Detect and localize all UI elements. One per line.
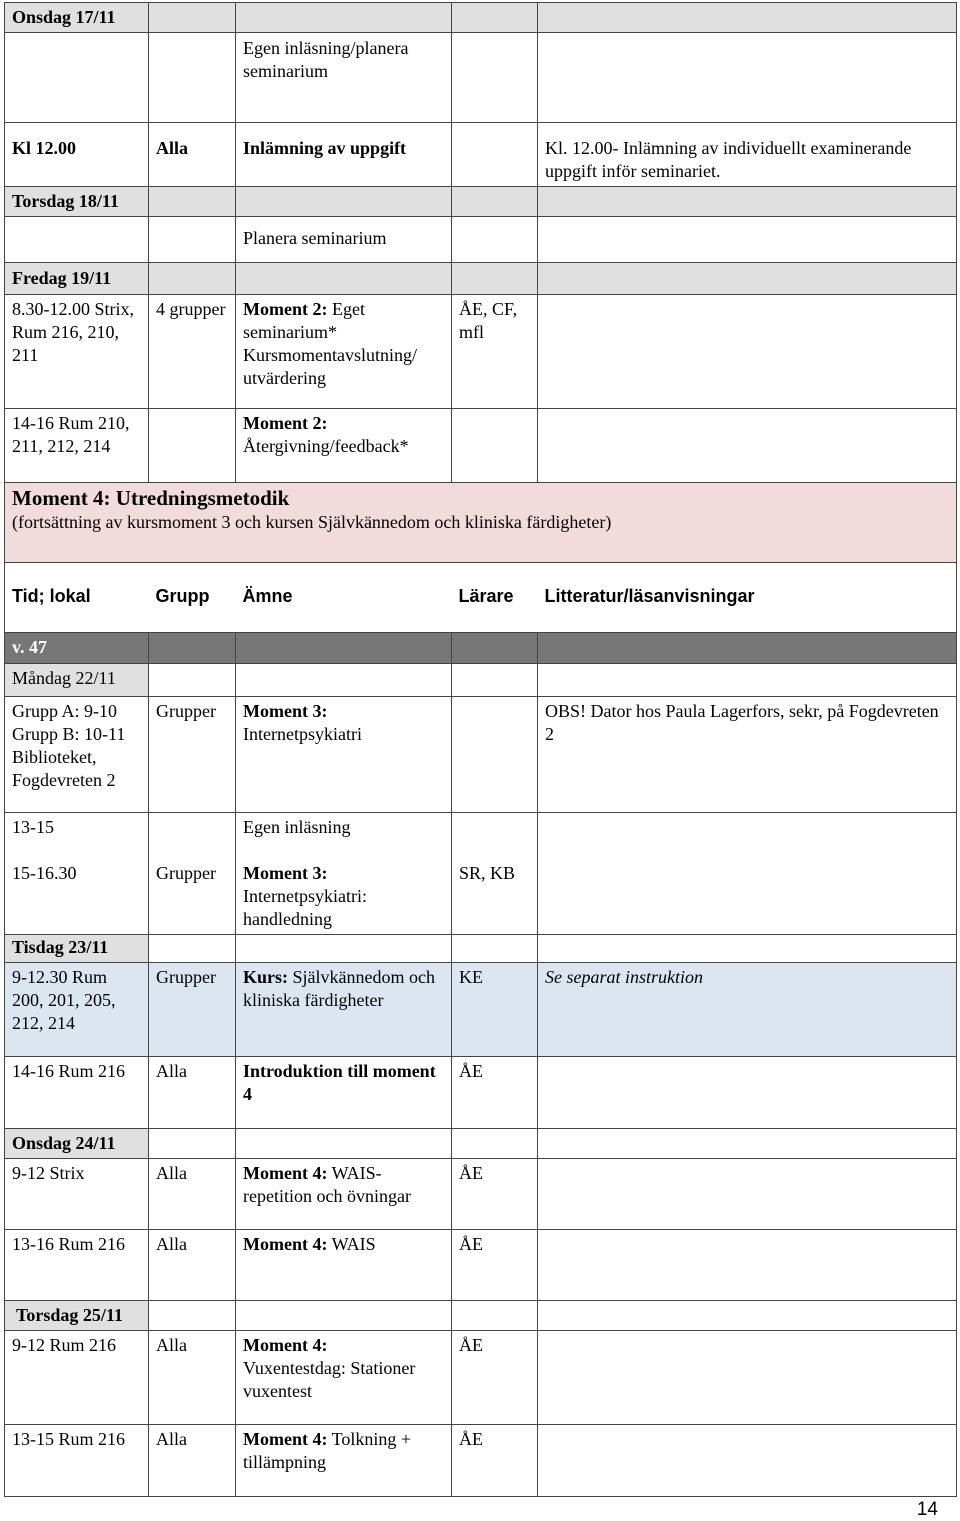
header-literature: Litteratur/läsanvisningar [538,563,957,633]
table-row [5,217,957,263]
table-row [5,1330,957,1424]
time-cell: 9-12 Strix [5,1158,149,1229]
subject-cell: Moment 4: WAIS-repetition och övningar [236,1158,452,1229]
subject-cell: Kurs: Självkännedom och kliniska färdigheter [236,962,452,1056]
group-cell: Grupper [149,962,236,1056]
subject-cell: Egen inläsning/planera seminarium [236,33,452,123]
day-row [5,1300,957,1330]
day-label: Torsdag 25/11 [5,1300,149,1330]
time-cell: 14-16 Rum 216 [5,1056,149,1128]
week-row [5,633,957,664]
subject-cell: Moment 3: Internetpsykiatri [236,697,452,813]
header-teacher: Lärare [452,563,538,633]
time-cell: Grupp A: 9-10 Grupp B: 10-11 Biblioteket, Fogdevreten 2 [5,697,149,813]
time-cell: 14-16 Rum 210, 211, 212, 214 [5,409,149,483]
table-row [5,295,957,409]
table-row [5,33,957,123]
teacher-cell: ÅE, CF, mfl [452,295,538,409]
week-label: v. 47 [5,633,149,664]
moment4-subtitle: (fortsättning av kursmoment 3 och kursen Självkännedom och kliniska färdigheter) [12,512,612,532]
page-number: 14 [916,1499,938,1520]
subject-cell: Planera seminarium [236,217,452,263]
day-row [5,1128,957,1158]
day-row [5,3,957,33]
time-cell: 8.30-12.00 Strix, Rum 216, 210, 211 [5,295,149,409]
subject-cell: Introduktion till moment 4 [236,1056,452,1128]
teacher-cell: ÅE [452,1229,538,1300]
group-cell: Alla [149,1056,236,1128]
day-label: Onsdag 17/11 [5,3,149,33]
table-row [5,1424,957,1496]
group-cell: 4 grupper [149,295,236,409]
day-row [5,187,957,217]
time-cell: 13-15 [5,813,149,859]
section-heading-row [5,483,957,563]
day-row [5,664,957,697]
day-row [5,263,957,295]
subject-cell: Inlämning av uppgift [236,123,452,187]
group-cell: Alla [149,1424,236,1496]
group-cell: Alla [149,1330,236,1424]
subject-cell: Egen inläsning [236,813,452,859]
moment4-heading [5,483,957,563]
schedule-table [4,2,957,1497]
teacher-cell: ÅE [452,1056,538,1128]
table-row [5,409,957,483]
header-group: Grupp [149,563,236,633]
subject-cell: Moment 4: WAIS [236,1229,452,1300]
literature-cell: Kl. 12.00- Inlämning av individuellt examinerande uppgift inför seminariet. [538,123,957,187]
subject-cell: Moment 3: Internetpsykiatri: handledning [236,859,452,935]
day-label: Måndag 22/11 [5,664,149,697]
teacher-cell: SR, KB [452,859,538,935]
table-row [5,697,957,813]
group-cell: Alla [149,1229,236,1300]
teacher-cell: ÅE [452,1330,538,1424]
teacher-cell: ÅE [452,1158,538,1229]
header-subject: Ämne [236,563,452,633]
day-label: Torsdag 18/11 [5,187,149,217]
time-cell: 15-16.30 [5,859,149,935]
moment4-title: Moment 4: Utredningsmetodik [12,486,290,510]
time-cell: 9-12.30 Rum 200, 201, 205, 212, 214 [5,962,149,1056]
group-cell: Grupper [149,859,236,935]
subject-cell: Moment 2: Återgivning/feedback* [236,409,452,483]
table-row [5,962,957,1056]
time-cell: 13-16 Rum 216 [5,1229,149,1300]
day-label: Tisdag 23/11 [5,934,149,962]
time-cell: 13-15 Rum 216 [5,1424,149,1496]
time-cell: 9-12 Rum 216 [5,1330,149,1424]
time-cell: Kl 12.00 [5,123,149,187]
day-label: Onsdag 24/11 [5,1128,149,1158]
table-row [5,123,957,187]
table-row [5,859,957,935]
table-row [5,813,957,859]
subject-cell: Moment 2: Eget seminarium* Kursmomentavslutning/ utvärdering [236,295,452,409]
teacher-cell: KE [452,962,538,1056]
group-cell: Alla [149,1158,236,1229]
literature-cell: OBS! Dator hos Paula Lagerfors, sekr, på Fogdevreten 2 [538,697,957,813]
day-row [5,934,957,962]
group-cell: Grupper [149,697,236,813]
subject-cell: Moment 4: Tolkning + tillämpning [236,1424,452,1496]
header-row [5,563,957,633]
table-row [5,1229,957,1300]
header-time: Tid; lokal [5,563,149,633]
day-label: Fredag 19/11 [5,263,149,295]
group-cell: Alla [149,123,236,187]
table-row [5,1158,957,1229]
subject-cell: Moment 4: Vuxentestdag: Stationer vuxentest [236,1330,452,1424]
literature-cell: Se separat instruktion [538,962,957,1056]
table-row [5,1056,957,1128]
teacher-cell: ÅE [452,1424,538,1496]
